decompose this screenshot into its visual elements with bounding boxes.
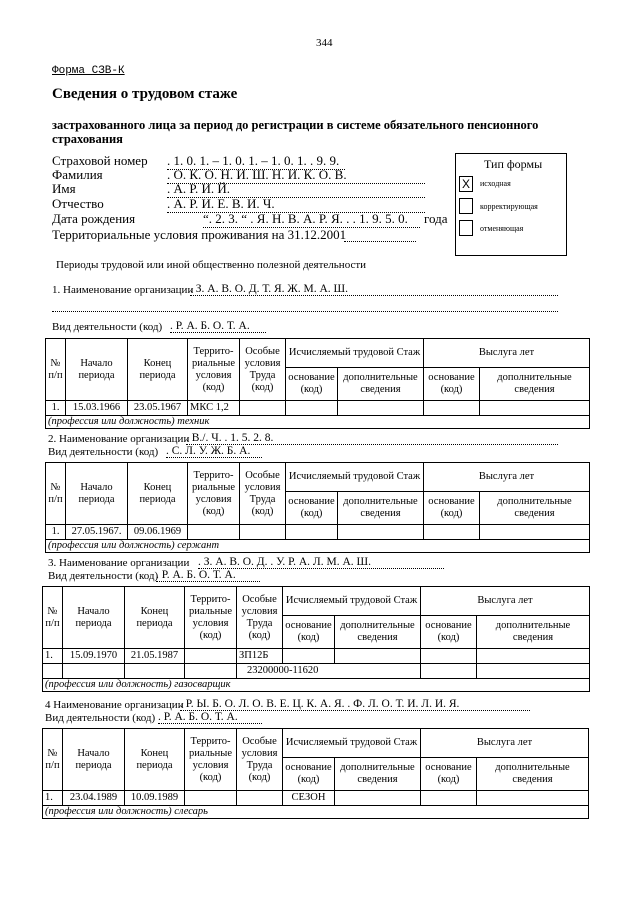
extra-row-start: [63, 664, 125, 679]
extra-row-code: 23200000-11620: [237, 664, 421, 679]
row-special: [240, 525, 286, 540]
org4-value: . Р. Ы. Б. О. Л. О. В. Е. Ц. К. А. Я. . Ф. Л. О. Т. И. Л. И. Я.: [180, 698, 530, 711]
form-type-option-1-label: исходная: [480, 179, 511, 188]
header-terr: Террито-риальные условия (код): [185, 729, 237, 791]
row-end: 09.06.1969: [128, 525, 188, 540]
header-end: Конец периода: [128, 463, 188, 525]
header-calc: Исчисляемый трудовой Стаж: [286, 463, 424, 492]
header-end: Конец периода: [125, 587, 185, 649]
org3-table: [42, 586, 590, 692]
header-start: Начало периода: [63, 729, 125, 791]
row-start: 15.03.1966: [66, 401, 128, 416]
page-title: Сведения о трудовом стаже: [52, 86, 238, 102]
header-calc-extra: дополнительные сведения: [338, 368, 424, 401]
header-service: Выслуга лет: [424, 339, 590, 368]
row-calc-extra: [338, 525, 424, 540]
row-service-extra: [477, 791, 589, 806]
header-calc-basis: основание (код): [286, 368, 338, 401]
header-num: № п/п: [46, 463, 66, 525]
name-value: . А. Р. И. Й.: [167, 181, 425, 198]
header-special: Особые условия Труда (код): [240, 339, 286, 401]
row-service-basis: [424, 401, 480, 416]
org2-label: 2. Наименование организации: [48, 433, 190, 445]
org4-activity-label: Вид деятельности (код): [45, 712, 156, 724]
form-name: Форма СЗВ-К: [52, 65, 125, 77]
header-service: Выслуга лет: [424, 463, 590, 492]
patronymic-value: . А. Р. И. Е. В. И. Ч.: [167, 196, 425, 213]
header-calc: Исчисляемый трудовой Стаж: [283, 729, 421, 758]
territory-label: Территориальные условия проживания на 31.12.2001: [52, 227, 347, 242]
row-calc-extra: [335, 649, 421, 664]
row-calc-basis: [283, 649, 335, 664]
profession-row: (профессия или должность) газосварщик: [43, 679, 590, 692]
header-start: Начало периода: [63, 587, 125, 649]
row-num: 1.: [46, 525, 66, 540]
header-service-basis: основание (код): [421, 758, 477, 791]
surname-value: . О. К. О. Н. И. Ш. Н. И. К. О. В.: [167, 167, 425, 184]
header-service-basis: основание (код): [424, 368, 480, 401]
form-type-title: Тип формы: [484, 157, 543, 171]
row-terr: [185, 649, 237, 664]
profession-row: (профессия или должность) слесарь: [43, 806, 589, 819]
row-calc-basis: СЕЗОН: [283, 791, 335, 806]
row-service-basis: [421, 791, 477, 806]
row-special: [240, 401, 286, 416]
row-special: [237, 791, 283, 806]
org3-label: 3. Наименование организации: [48, 557, 190, 569]
insurance-label: Страховой номер: [52, 153, 148, 168]
header-end: Конец периода: [125, 729, 185, 791]
row-start: 23.04.1989: [63, 791, 125, 806]
subtitle-line1: застрахованного лица за период до регистрации в системе обязательного пенсионного: [52, 118, 539, 132]
row-num: 1.: [43, 649, 63, 664]
org2-activity-label: Вид деятельности (код): [48, 446, 159, 458]
form-type-option-3-label: отменяющая: [480, 224, 524, 233]
row-calc-extra: [338, 401, 424, 416]
header-calc: Исчисляемый трудовой Стаж: [283, 587, 421, 616]
subtitle-line2: страхования: [52, 132, 123, 146]
periods-heading: Периоды трудовой или иной общественно полезной деятельности: [56, 259, 367, 271]
row-end: 10.09.1989: [125, 791, 185, 806]
form-type-option-2-checkbox[interactable]: [459, 198, 473, 214]
extra-row-end: [125, 664, 185, 679]
header-special: Особые условия Труда (код): [237, 729, 283, 791]
header-calc-basis: основание (код): [286, 492, 338, 525]
row-calc-basis: [286, 525, 338, 540]
extra-row-service-extra: [477, 664, 590, 679]
header-service-basis: основание (код): [421, 616, 477, 649]
header-end: Конец периода: [128, 339, 188, 401]
name-label: Имя: [52, 181, 76, 196]
birth-label: Дата рождения: [52, 211, 136, 226]
org4-table: [42, 728, 589, 819]
header-service-basis: основание (код): [424, 492, 480, 525]
row-terr: МКС 1,2: [188, 401, 240, 416]
header-calc-basis: основание (код): [283, 758, 335, 791]
row-end: 21.05.1987: [125, 649, 185, 664]
header-num: № п/п: [46, 339, 66, 401]
row-terr: [185, 791, 237, 806]
row-service-extra: [480, 525, 590, 540]
patronymic-label: Отчество: [52, 196, 104, 211]
form-type-option-3-checkbox[interactable]: [459, 220, 473, 236]
header-terr: Террито-риальные условия (код): [185, 587, 237, 649]
row-service-basis: [424, 525, 480, 540]
birth-value: “. 2. 3. “ . Я. Н. В. А. Р. Я. . . 1. 9. 5. 0.: [203, 211, 420, 228]
org2-table: [45, 462, 590, 553]
row-calc-extra: [335, 791, 421, 806]
form-type-option-1-checkbox[interactable]: X: [459, 176, 473, 192]
org3-activity-value: . Р. А. Б. О. Т. А.: [156, 569, 260, 582]
surname-label: Фамилия: [52, 167, 103, 182]
org2-activity-value: . С. Л. У. Ж. Б. А.: [166, 445, 262, 458]
header-calc: Исчисляемый трудовой Стаж: [286, 339, 424, 368]
org4-activity-value: . Р. А. Б. О. Т. А.: [158, 711, 262, 724]
header-terr: Террито-риальные условия (код): [188, 339, 240, 401]
org1-activity-label: Вид деятельности (код): [52, 321, 163, 333]
territory-value: [344, 227, 416, 242]
header-service-extra: дополнительные сведения: [477, 616, 590, 649]
header-calc-extra: дополнительные сведения: [335, 616, 421, 649]
header-start: Начало периода: [66, 339, 128, 401]
row-service-basis: [421, 649, 477, 664]
org3-activity-label: Вид деятельности (код): [48, 570, 159, 582]
birth-suffix: года: [424, 211, 448, 226]
header-service: Выслуга лет: [421, 587, 590, 616]
extra-row-num: [43, 664, 63, 679]
extra-row-service-basis: [421, 664, 477, 679]
profession-row: (профессия или должность) сержант: [46, 540, 590, 553]
row-start: 15.09.1970: [63, 649, 125, 664]
form-type-option-2-label: корректирующая: [480, 202, 538, 211]
header-service-extra: дополнительные сведения: [480, 368, 590, 401]
org1-activity-value: . Р. А. Б. О. Т. А.: [170, 320, 266, 333]
header-start: Начало периода: [66, 463, 128, 525]
header-calc-basis: основание (код): [283, 616, 335, 649]
org1-label: 1. Наименование организации: [52, 284, 194, 296]
org3-value: . З. А. В. О. Д. . У. Р. А. Л. М. А. Ш.: [198, 556, 444, 569]
header-special: Особые условия Труда (код): [237, 587, 283, 649]
row-service-extra: [477, 649, 590, 664]
row-end: 23.05.1967: [128, 401, 188, 416]
org1-table: [45, 338, 590, 429]
profession-row: (профессия или должность) техник: [46, 416, 590, 429]
extra-row-terr: [185, 664, 237, 679]
org4-label: 4 Наименование организации: [45, 699, 184, 711]
header-terr: Террито-риальные условия (код): [188, 463, 240, 525]
form-type-box: [455, 153, 567, 256]
header-num: № п/п: [43, 729, 63, 791]
org1-value-continuation: [52, 299, 558, 312]
insurance-value: . 1. 0. 1. – 1. 0. 1. – 1. 0. 1. . 9. 9.: [167, 153, 345, 170]
header-calc-extra: дополнительные сведения: [335, 758, 421, 791]
header-special: Особые условия Труда (код): [240, 463, 286, 525]
row-num: 1.: [46, 401, 66, 416]
org1-value: . З. А. В. О. Д. Т. Я. Ж. М. А. Ш.: [190, 283, 558, 296]
row-terr: [188, 525, 240, 540]
org2-value: . В./. Ч. . 1. 5. 2. 8.: [186, 432, 558, 445]
header-service-extra: дополнительные сведения: [477, 758, 589, 791]
row-service-extra: [480, 401, 590, 416]
header-calc-extra: дополнительные сведения: [338, 492, 424, 525]
header-service: Выслуга лет: [421, 729, 589, 758]
row-calc-basis: [286, 401, 338, 416]
header-num: № п/п: [43, 587, 63, 649]
page-number: 344: [316, 37, 333, 49]
row-special: ЗП12Б: [237, 649, 283, 664]
row-start: 27.05.1967.: [66, 525, 128, 540]
row-num: 1.: [43, 791, 63, 806]
header-service-extra: дополнительные сведения: [480, 492, 590, 525]
